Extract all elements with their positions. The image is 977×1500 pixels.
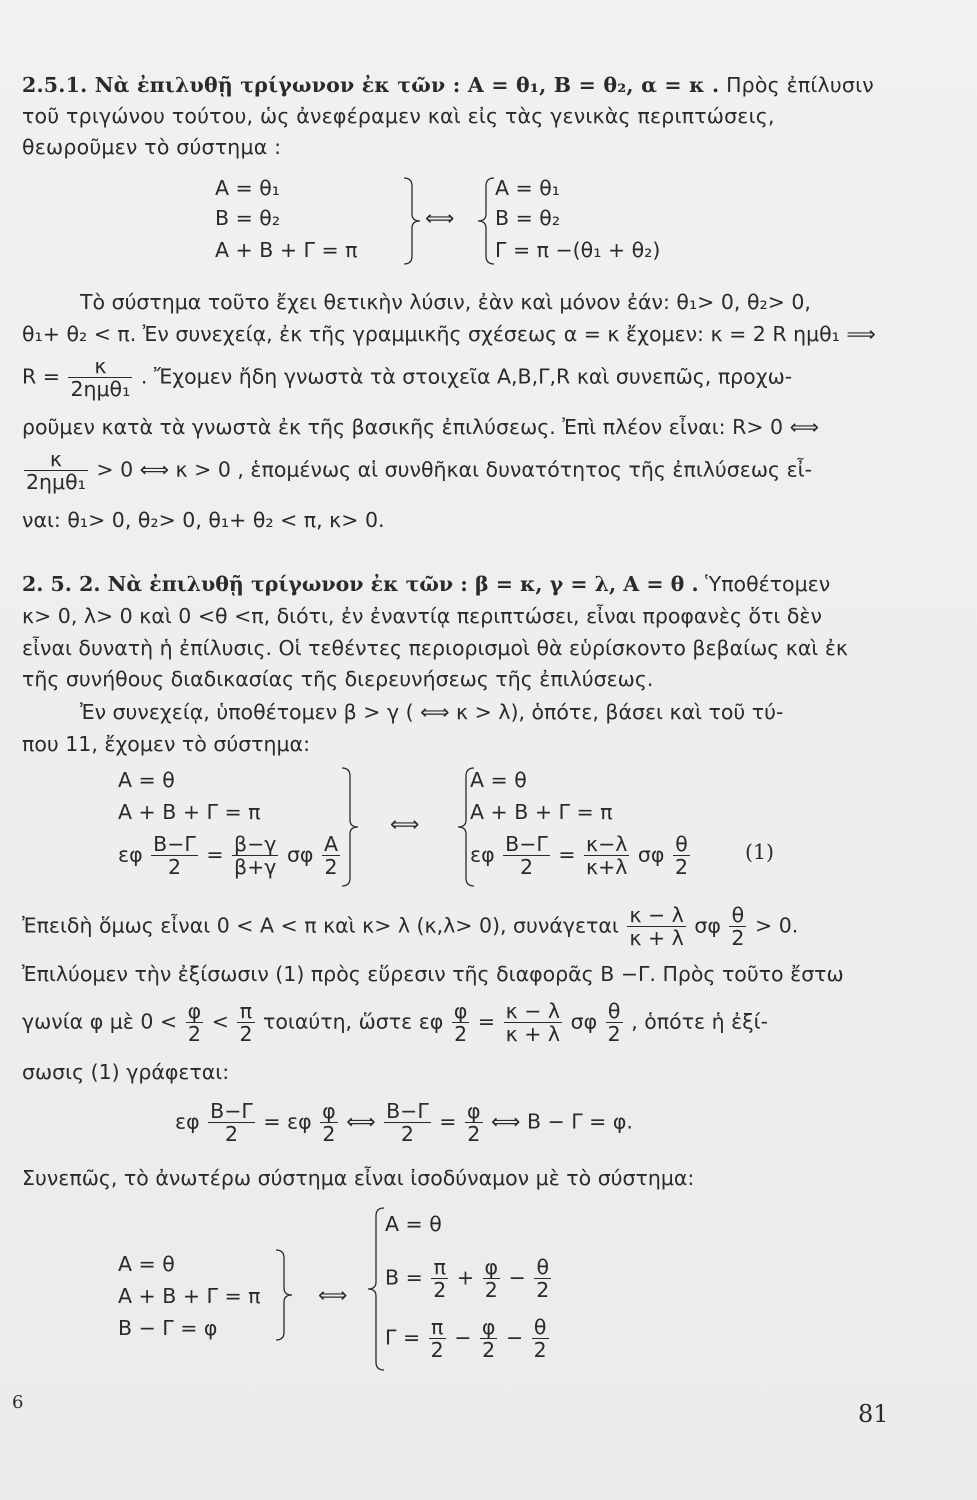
equation-b-minus-c: Β − Γ = φ bbox=[118, 1316, 218, 1340]
section-2-5-1-text bbox=[22, 70, 882, 163]
equation-c-value: Γ = $\frac{\pi}{2}$ − $\frac{\varphi}{2}$ − $\frac{\theta}{2}$ bbox=[385, 1315, 547, 1362]
equation-angle-sum: Α + Β + Γ = π bbox=[470, 800, 613, 824]
equation-a-theta: Α = θ bbox=[118, 1252, 175, 1276]
paragraph-line: ναι: θ₁> 0, θ₂> 0, θ₁+ θ₂ < π, κ> 0. bbox=[22, 508, 385, 532]
paragraph-line: ροῦμεν κατὰ τὰ γνωστὰ ἐκ τῆς βασικῆς ἐπιλύσεως. Ἐπὶ πλέον εἶναι: R> 0 ⟺ bbox=[22, 415, 819, 439]
equivalence-arrow-icon: ⟺ bbox=[318, 1283, 348, 1307]
equation-angle-sum: Α + Β + Γ = π bbox=[118, 1284, 261, 1308]
numerator: κ bbox=[24, 448, 88, 471]
fraction: $\frac{\theta}{2}$ bbox=[731, 903, 745, 950]
fraction bbox=[68, 355, 132, 400]
denominator: 2ημθ₁ bbox=[70, 377, 131, 401]
system1-right-2: Β = θ₂ bbox=[495, 206, 561, 230]
paragraph-line: που 11, ἔχομεν τὸ σύστημα: bbox=[22, 732, 310, 756]
equation-a-theta: Α = θ bbox=[385, 1212, 442, 1236]
section-heading: 2. 5. 2. Νὰ ἐπιλυθῇ τρίγωνον ἐκ τῶν : β = κ, γ = λ, Α = θ . bbox=[22, 572, 699, 596]
paragraph-line-with-fraction: γωνία φ μὲ 0 < $\frac{\varphi}{2}$ < $\frac{\pi}{2}$ τοιαύτη, ὥστε εφ $\frac{\varphi}{2}$ = $\frac{\kappa - \lambda}{\kappa + \lambda}$ σφ $\frac{\theta}{2}$ , ὁπότε ἡ ἐξί- bbox=[22, 999, 768, 1046]
paragraph-line: εἶναι δυνατὴ ἡ ἐπίλυσις. Οἱ τεθέντες περιορισμοὶ θὰ εὑρίσκοντο βεβαίως καὶ ἐκ bbox=[22, 636, 849, 660]
system1-left-3: Α + Β + Γ = π bbox=[215, 238, 358, 262]
equation-tangent-law: εφ $\frac{B-\Gamma}{2}$ = $\frac{\beta-\gamma}{\beta+\gamma}$ σφ $\frac{A}{2}$ bbox=[118, 832, 339, 879]
signature-mark: 6 bbox=[12, 1392, 24, 1413]
paragraph-line: Ἐν συνεχείᾳ, ὑποθέτομεν β > γ ( ⟺ κ > λ), ὁπότε, βάσει καὶ τοῦ τύ- bbox=[80, 700, 784, 724]
equation-a-theta: Α = θ bbox=[470, 768, 527, 792]
text: . Ἔχομεν ἤδη γνωστὰ τὰ στοιχεῖα Α,Β,Γ,R καὶ συνεπῶς, προχω- bbox=[140, 364, 793, 389]
section-intro: Πρὸς ἐπίλυσιν τοῦ τριγώνου τούτου, ὡς ἀνεφέραμεν καὶ εἰς τὰς γενικὰς περιπτώσεις, θεωροῦμεν τὸ σύστημα : bbox=[22, 73, 874, 159]
fraction bbox=[24, 448, 88, 493]
equation-chain: εφ $\frac{B-\Gamma}{2}$ = εφ $\frac{\varphi}{2}$ ⟺ $\frac{B-\Gamma}{2}$ = $\frac{\varphi}{2}$ ⟺ Β − Γ = φ. bbox=[175, 1099, 633, 1146]
paragraph-line: τῆς συνήθους διαδικασίας τῆς διερευνήσεως τῆς ἐπιλύσεως. bbox=[22, 667, 654, 691]
paragraph-line-with-fraction: Ἐπειδὴ ὅμως εἶναι 0 < Α < π καὶ κ> λ (κ,λ> 0), συνάγεται $\frac{\kappa - \lambda}{\kappa + \lambda}$ σφ $\frac{\theta}{2}$ > 0. bbox=[22, 903, 799, 950]
right-brace-icon bbox=[338, 766, 368, 888]
equation-1: εφ $\frac{B-\Gamma}{2}$ = $\frac{\kappa-\lambda}{\kappa+\lambda}$ σφ $\frac{\theta}{2}$ bbox=[470, 832, 689, 879]
paragraph-line: Τὸ σύστημα τοῦτο ἔχει θετικὴν λύσιν, ἐὰν καὶ μόνον ἐάν: θ₁> 0, θ₂> 0, bbox=[80, 290, 811, 314]
system1-left-2: Β = θ₂ bbox=[215, 206, 281, 230]
numerator: κ bbox=[68, 355, 132, 378]
text: γωνία φ μὲ 0 < bbox=[22, 1009, 178, 1034]
text: , ὁπότε ἡ ἐξί- bbox=[631, 1009, 768, 1034]
fraction: $\frac{\kappa - \lambda}{\kappa + \lambda}$ bbox=[629, 903, 684, 950]
right-brace-icon bbox=[272, 1248, 302, 1342]
equivalence-arrow-icon: ⟺ bbox=[390, 812, 420, 836]
equation-b-value: Β = $\frac{\pi}{2}$ + $\frac{\varphi}{2}$ − $\frac{\theta}{2}$ bbox=[385, 1255, 550, 1302]
equation-a-theta: Α = θ bbox=[118, 768, 175, 792]
paragraph-line: θ₁+ θ₂ < π. Ἐν συνεχείᾳ, ἐκ τῆς γραμμικῆς σχέσεως α = κ ἔχομεν: κ = 2 R ημθ₁ ⟹ bbox=[22, 322, 876, 346]
r-equals: R = bbox=[22, 364, 60, 389]
paragraph-line-with-fraction bbox=[22, 355, 792, 400]
result: Β − Γ = φ. bbox=[526, 1109, 633, 1134]
system1-right-1: Α = θ₁ bbox=[495, 176, 560, 200]
paragraph-line-with-fraction bbox=[22, 448, 812, 493]
equivalence-arrow: ⟺ bbox=[425, 206, 455, 230]
section-2-5-2-first-line bbox=[22, 572, 830, 596]
text: > 0. bbox=[755, 913, 799, 938]
text: τοιαύτη, ὥστε εφ bbox=[263, 1009, 444, 1034]
equation-angle-sum: Α + Β + Γ = π bbox=[118, 800, 261, 824]
section-heading: 2.5.1. Νὰ ἐπιλυθῇ τρίγωνον ἐκ τῶν : Α = θ₁, Β = θ₂, α = κ . bbox=[22, 73, 720, 97]
system1-right-3: Γ = π −(θ₁ + θ₂) bbox=[495, 238, 661, 262]
equation-label: (1) bbox=[745, 840, 775, 864]
denominator: 2ημθ₁ bbox=[26, 470, 86, 494]
paragraph-line: σωσις (1) γράφεται: bbox=[22, 1060, 230, 1084]
text: > 0 ⟺ κ > 0 , ἑπομένως αἱ συνθῆκαι δυνατότητος τῆς ἐπιλύσεως εἶ- bbox=[96, 457, 812, 482]
text: Ὑποθέτομεν bbox=[705, 572, 831, 596]
paragraph-line: κ> 0, λ> 0 καὶ 0 <θ <π, διότι, ἐν ἐναντίᾳ περιπτώσει, εἶναι προφανὲς ὅτι δὲν bbox=[22, 604, 822, 628]
text: Ἐπειδὴ ὅμως εἶναι 0 < Α < π καὶ κ> λ (κ,λ> 0), συνάγεται bbox=[22, 913, 619, 938]
paragraph-line: Ἐπιλύομεν τὴν ἐξίσωσιν (1) πρὸς εὕρεσιν τῆς διαφορᾶς Β −Γ. Πρὸς τοῦτο ἔστω bbox=[22, 962, 844, 986]
system1-left-1: Α = θ₁ bbox=[215, 176, 280, 200]
page-number: 81 bbox=[858, 1400, 889, 1428]
paragraph-line: Συνεπῶς, τὸ ἀνωτέρω σύστημα εἶναι ἰσοδύναμον μὲ τὸ σύστημα: bbox=[22, 1166, 695, 1190]
